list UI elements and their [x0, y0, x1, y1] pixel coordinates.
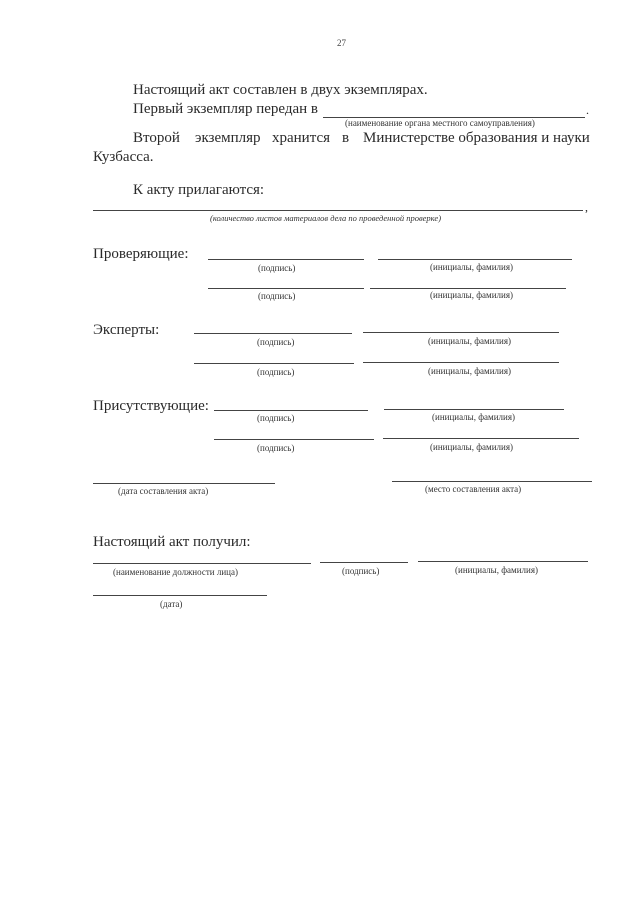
date-line: [93, 483, 275, 484]
inspectors-label: Проверяющие:: [93, 246, 189, 262]
recipient-caption: (наименование органа местного самоуправления): [345, 118, 535, 128]
expert-2-name-line: [363, 362, 559, 363]
date-caption: (дата составления акта): [118, 486, 209, 496]
present-1-name-caption: (инициалы, фамилия): [432, 412, 515, 422]
inspector-1-name-caption: (инициалы, фамилия): [430, 262, 513, 272]
received-date-line: [93, 595, 267, 596]
experts-label: Эксперты:: [93, 322, 160, 338]
present-2-name-caption: (инициалы, фамилия): [430, 442, 513, 452]
received-signature-line: [320, 562, 408, 563]
present-2-name-line: [383, 438, 579, 439]
attachments-line: [93, 210, 583, 211]
received-position-line: [93, 563, 311, 564]
present-1-signature-caption: (подпись): [257, 413, 295, 423]
attachments-label: К акту прилагаются:: [133, 182, 265, 198]
inspector-2-name-caption: (инициалы, фамилия): [430, 290, 513, 300]
expert-1-signature-caption: (подпись): [257, 337, 295, 347]
place-caption: (место составления акта): [425, 484, 522, 494]
expert-1-name-caption: (инициалы, фамилия): [428, 336, 511, 346]
present-2-signature-caption: (подпись): [257, 443, 295, 453]
intro-line-4: Кузбасса.: [93, 149, 154, 165]
present-2-signature-line: [214, 439, 374, 440]
expert-2-signature-line: [194, 363, 354, 364]
received-label: Настоящий акт получил:: [93, 534, 251, 550]
inspector-2-signature-caption: (подпись): [258, 291, 296, 301]
place-line: [392, 481, 592, 482]
expert-2-signature-caption: (подпись): [257, 367, 295, 377]
page-number: 27: [337, 38, 346, 48]
attachments-caption: (количество листов материалов дела по проведенной проверке): [210, 213, 442, 223]
inspector-1-signature-line: [208, 259, 364, 260]
intro-line-1: Настоящий акт составлен в двух экземплярах.: [133, 82, 428, 98]
inspector-1-signature-caption: (подпись): [258, 263, 296, 273]
expert-2-name-caption: (инициалы, фамилия): [428, 366, 511, 376]
received-name-caption: (инициалы, фамилия): [455, 565, 538, 575]
received-name-line: [418, 561, 588, 562]
received-position-caption: (наименование должности лица): [113, 567, 238, 577]
expert-1-signature-line: [194, 333, 352, 334]
present-label: Присутствующие:: [93, 398, 209, 414]
intro-line-2: Первый экземпляр передан в: [133, 101, 318, 117]
inspector-1-name-line: [378, 259, 572, 260]
expert-1-name-line: [363, 332, 559, 333]
present-1-name-line: [384, 409, 564, 410]
inspector-2-signature-line: [208, 288, 364, 289]
inspector-2-name-line: [370, 288, 566, 289]
present-1-signature-line: [214, 410, 368, 411]
received-signature-caption: (подпись): [342, 566, 380, 576]
received-date-caption: (дата): [160, 599, 183, 609]
